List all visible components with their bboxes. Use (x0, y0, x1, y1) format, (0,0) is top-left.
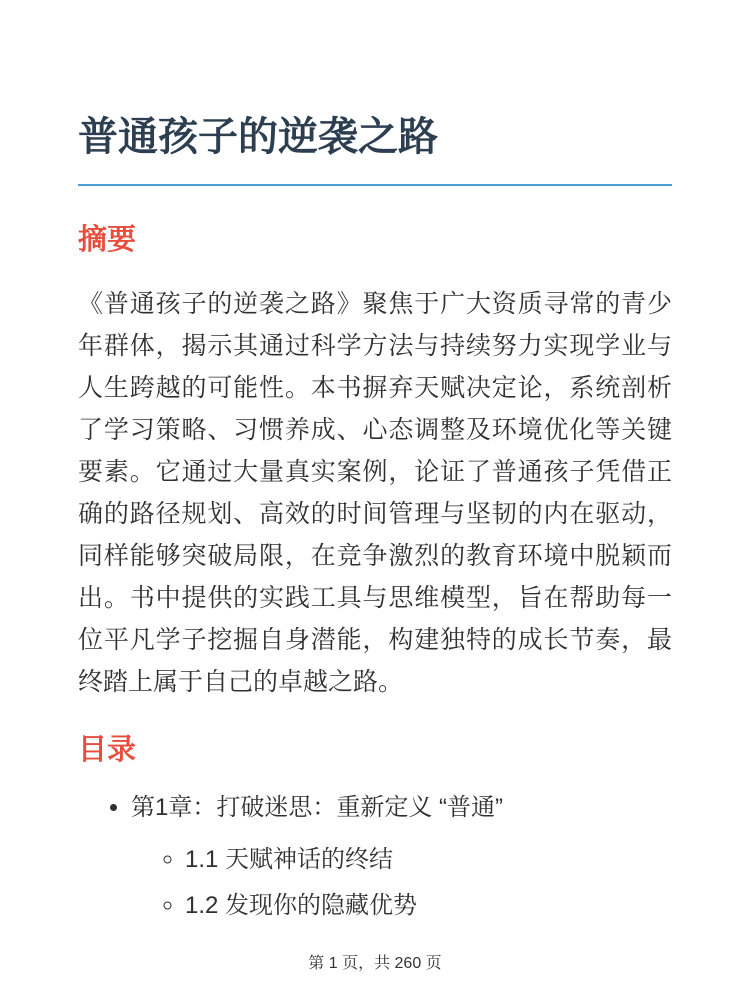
toc-section-item (185, 889, 672, 923)
toc-chapter-label: 第1章：打破迷思：重新定义 “普通” (131, 794, 503, 821)
toc-heading: 目录 (78, 734, 137, 766)
toc-section-item (185, 843, 672, 877)
toc-list (78, 791, 672, 923)
toc-section-label: 1.2 发现你的隐藏优势 (185, 892, 418, 919)
abstract-heading: 摘要 (78, 224, 137, 256)
toc-chapter-item (131, 791, 672, 923)
toc-sublist (131, 843, 672, 923)
page-footer (78, 954, 672, 974)
toc-section (78, 703, 672, 935)
page-number-text: 第 1 页，共 260 页 (308, 955, 442, 972)
page-title: 普通孩子的逆袭之路 (78, 115, 438, 159)
abstract-section (78, 186, 672, 703)
abstract-body: 《普通孩子的逆袭之路》聚焦于广大资质寻常的青少年群体，揭示其通过科学方法与持续努力实现学业与人生跨越的可能性。本书摒弃天赋决定论，系统剖析了学习策略、习惯养成、心态调整及环境优化等关键要素。它通过大量真实案例，论证了普通孩子凭借正确的路径规划、高效的时间管理与坚韧的内在驱动，同样能够突破局限，在竞争激烈的教育环境中脱颖而出。书中提供的实践工具与思维模型，旨在帮助每一位平凡学子挖掘自身潜能，构建独特的成长节奏，最终踏上属于自己的卓越之路。 (78, 290, 672, 696)
toc-section-label: 1.1 天赋神话的终结 (185, 846, 394, 873)
